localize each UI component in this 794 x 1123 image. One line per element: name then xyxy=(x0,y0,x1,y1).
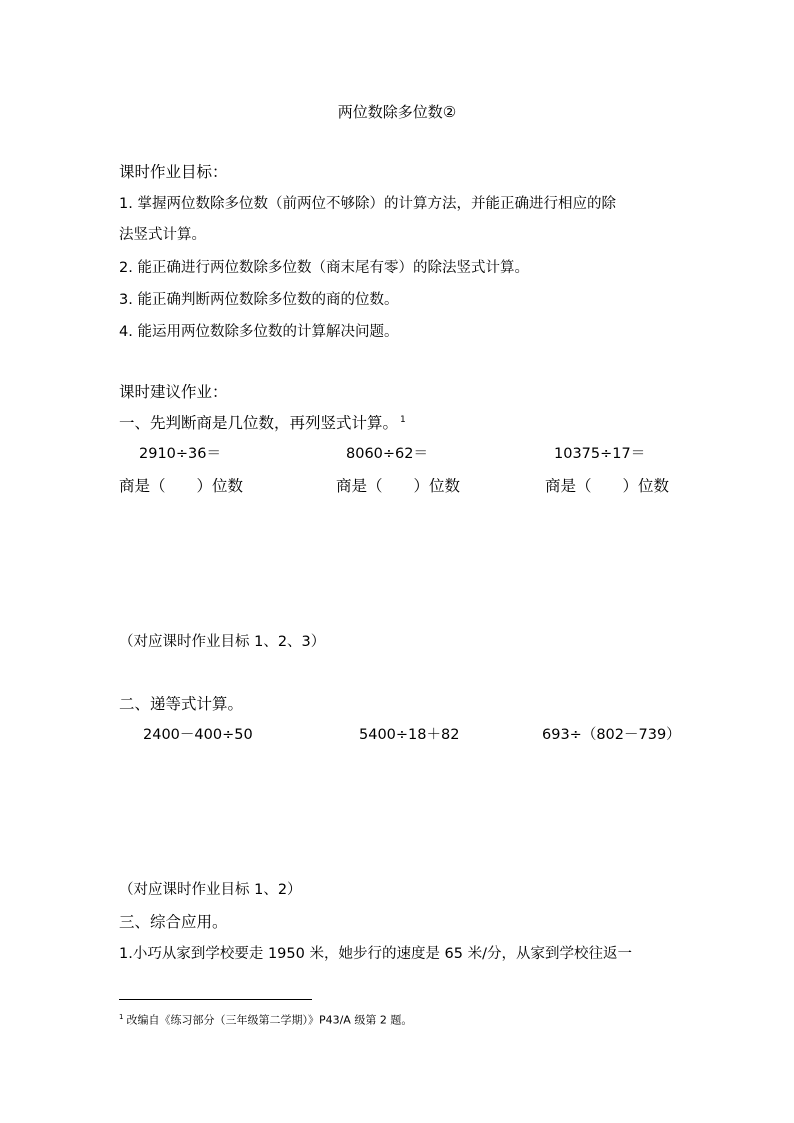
footnote-text: 改编自《练习部分（三年级第二学期）》P43/A 级第 2 题。 xyxy=(126,1013,413,1027)
section2-heading: 二、递等式计算。 xyxy=(119,695,244,713)
section1-answer-1: 商是（ ）位数 xyxy=(119,477,244,495)
section1-answer-2: 商是（ ）位数 xyxy=(336,477,461,495)
section2-problem-3: 693÷（802－739） xyxy=(542,727,681,743)
section1-goal-note: （对应课时作业目标 1、2、3） xyxy=(119,634,326,650)
footnote-number: 1 xyxy=(119,1013,124,1021)
section1-heading-text: 一、先判断商是几位数，再列竖式计算。 xyxy=(119,414,399,433)
section1-answer-3: 商是（ ）位数 xyxy=(545,477,670,495)
section2-problem-2: 5400÷18＋82 xyxy=(359,727,460,743)
section1-problem-1: 2910÷36＝ xyxy=(139,446,222,462)
footnote-divider xyxy=(119,999,312,1000)
suggested-heading: 课时建议作业： xyxy=(119,383,228,401)
section1-heading xyxy=(119,416,406,432)
goals-heading: 课时作业目标： xyxy=(119,163,228,181)
section2-problem-1: 2400－400÷50 xyxy=(143,727,253,743)
section3-heading: 三、综合应用。 xyxy=(119,913,228,931)
goal-item-1-cont: 法竖式计算。 xyxy=(119,227,206,243)
goal-item-3: 3. 能正确判断两位数除多位数的商的位数。 xyxy=(119,292,399,308)
goal-item-4: 4. 能运用两位数除多位数的计算解决问题。 xyxy=(119,324,399,340)
footnote xyxy=(119,1014,412,1026)
goal-item-1: 1. 掌握两位数除多位数（前两位不够除）的计算方法，并能正确进行相应的除 xyxy=(119,196,616,212)
section1-problem-3: 10375÷17＝ xyxy=(554,446,646,462)
section3-problem-1: 1.小巧从家到学校要走 1950 米，她步行的速度是 65 米/分，从家到学校往返一 xyxy=(119,946,633,962)
page-title: 两位数除多位数② xyxy=(337,103,457,121)
goal-item-2: 2. 能正确进行两位数除多位数（商末尾有零）的除法竖式计算。 xyxy=(119,260,529,276)
footnote-marker: 1 xyxy=(400,415,406,425)
section1-problem-2: 8060÷62＝ xyxy=(346,446,429,462)
section2-goal-note: （对应课时作业目标 1、2） xyxy=(119,882,302,898)
